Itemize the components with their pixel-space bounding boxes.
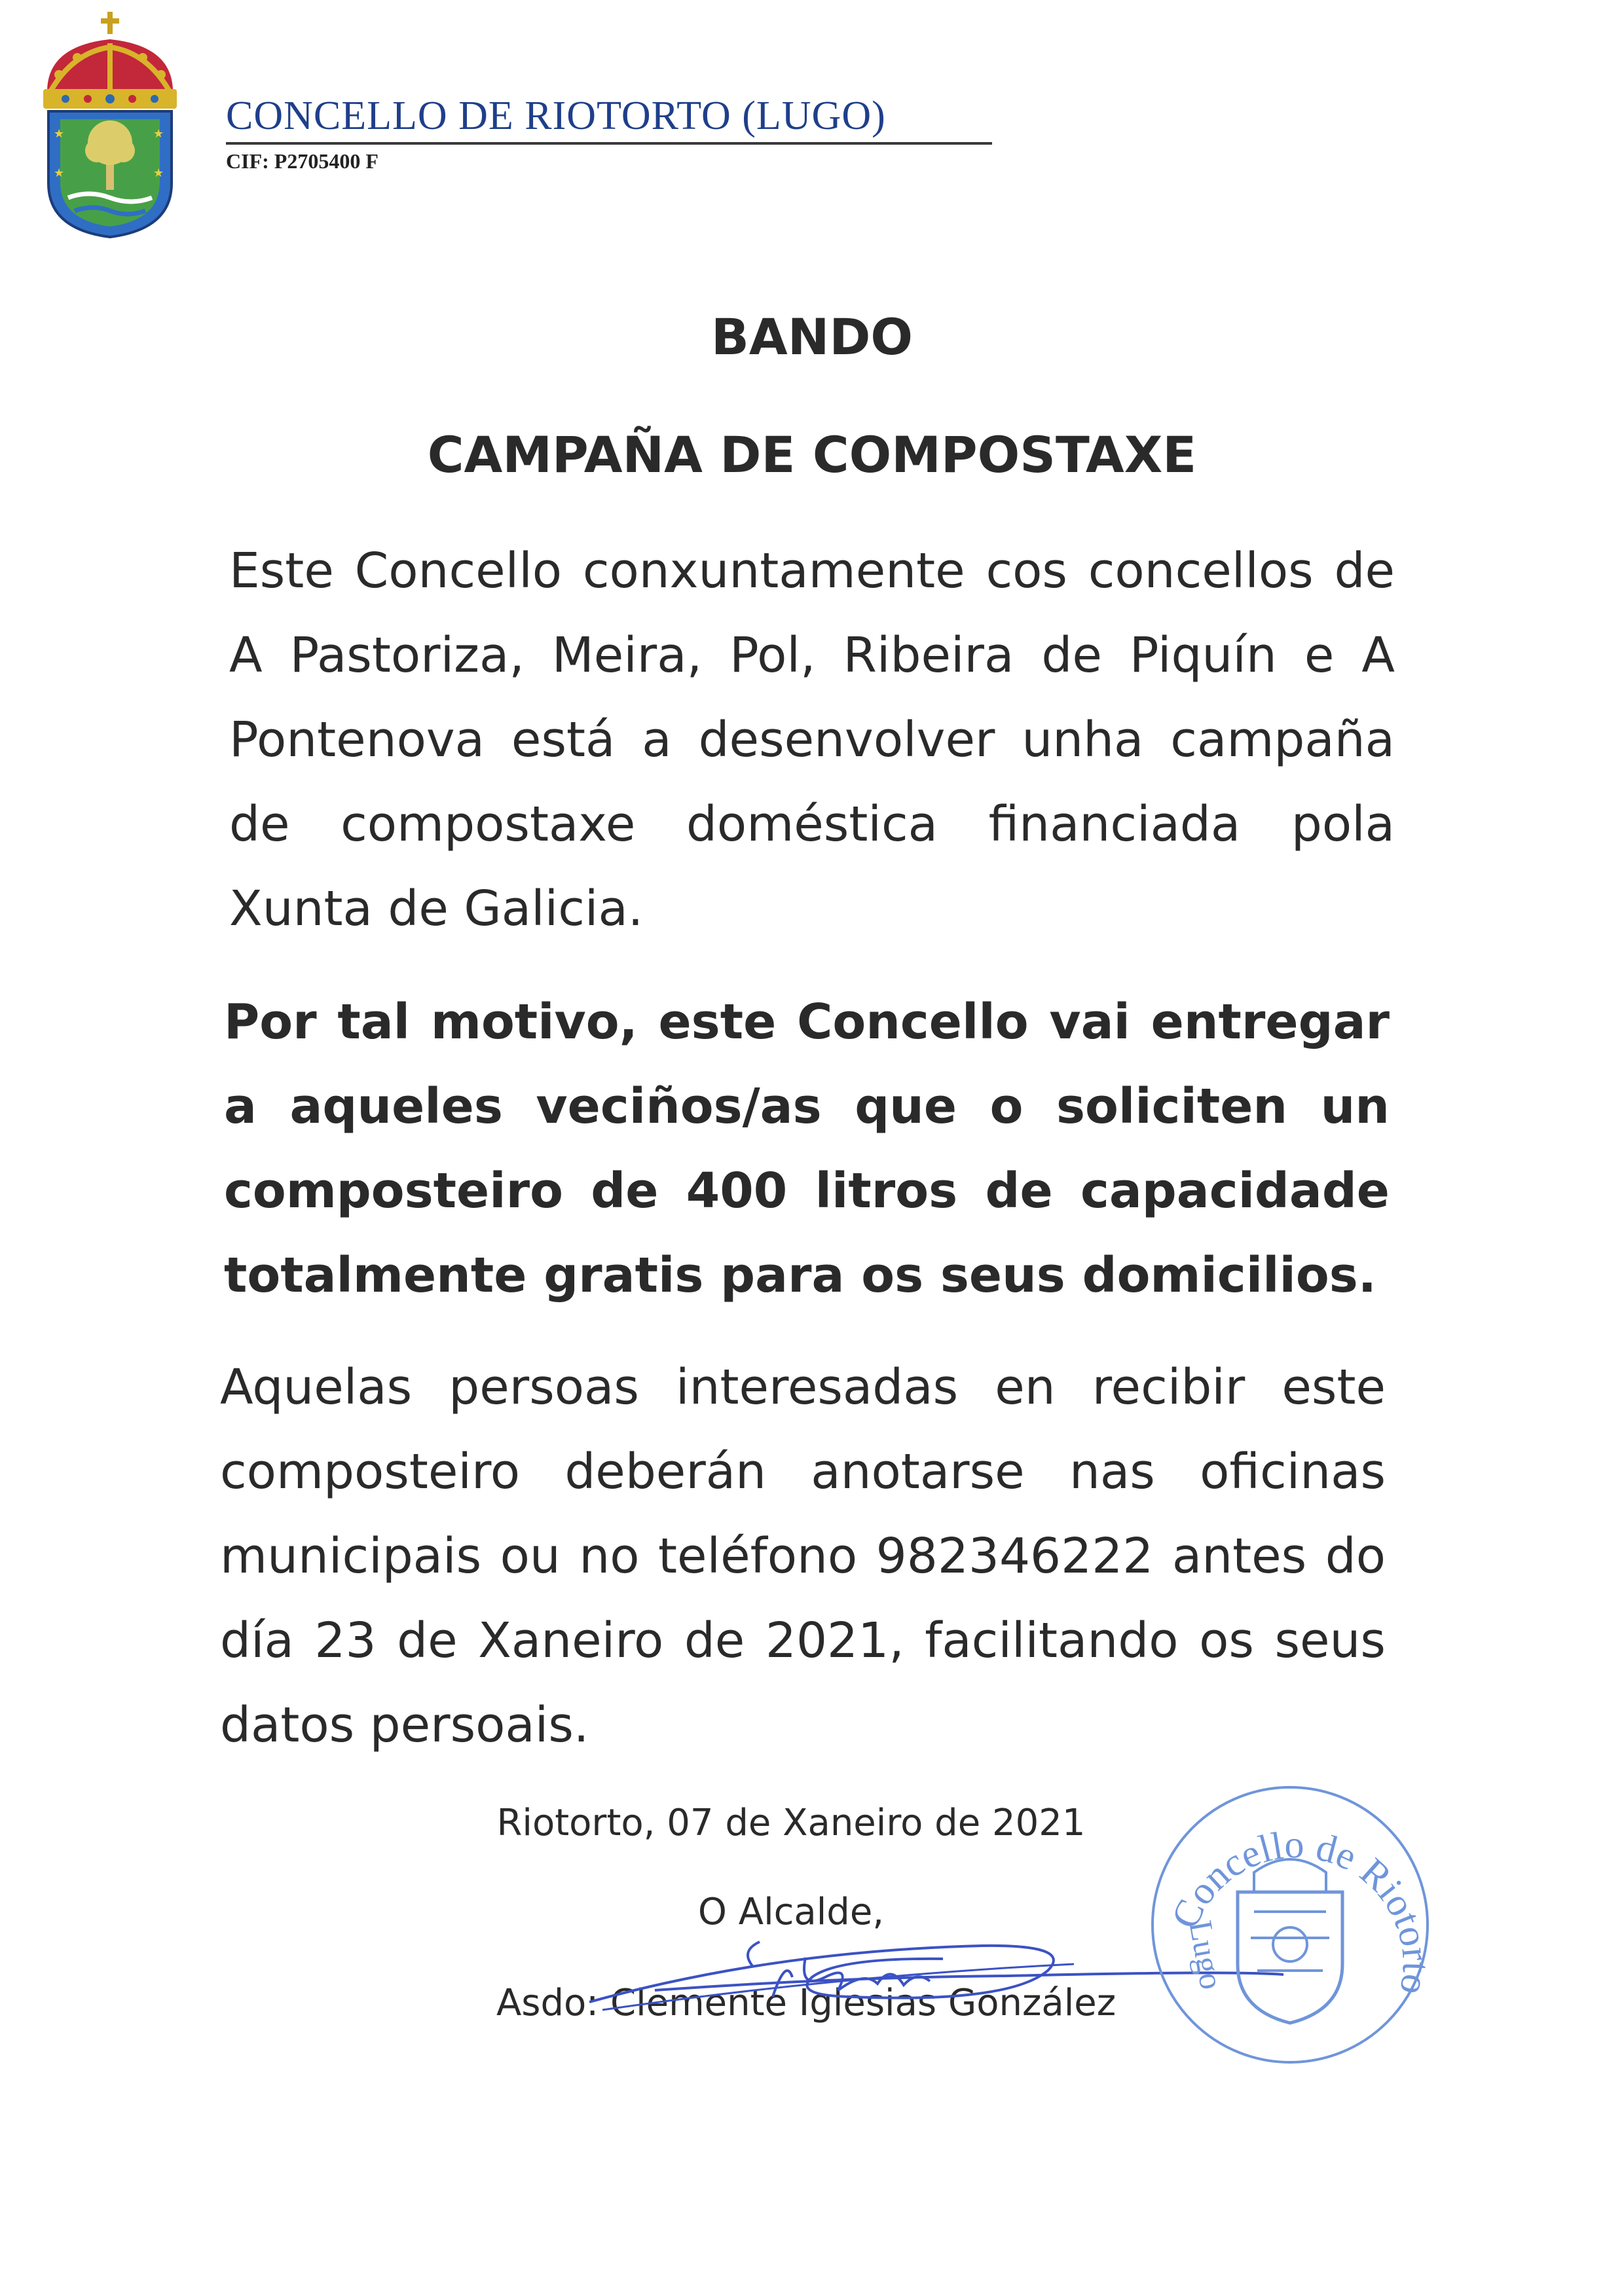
document-title: BANDO xyxy=(710,308,913,366)
official-stamp xyxy=(1139,1774,1441,2075)
paragraph-announcement: Por tal motivo, este Concello vai entregar a aqueles veciños/as que o soliciten un composteiro de 400 litros de capacidade totalmente gratis para os seus domicilios. xyxy=(224,994,1390,1303)
svg-text:Concello de Riotorto: Concello de Riotorto xyxy=(1162,1822,1438,1998)
place-date: Riotorto, 07 de Xaneiro de 2021 xyxy=(496,1802,1086,1844)
svg-text:★: ★ xyxy=(153,166,164,180)
organization-cif: CIF: P2705400 F xyxy=(226,149,378,173)
paragraph-instructions: Aquelas persoas interesadas en recibir este composteiro deberán anotarse nas oficinas municipais ou no teléfono 982346222 antes do día 23 de Xaneiro de 2021, facilitando os seus datos persoais. xyxy=(220,1359,1386,1753)
header-rule xyxy=(226,142,992,145)
svg-text:★: ★ xyxy=(153,127,164,141)
signer-name: Asdo: Clemente Iglesias González xyxy=(496,1982,1116,2024)
organization-name: CONCELLO DE RIOTORTO (LUGO) xyxy=(226,94,886,138)
paragraph-intro: Este Concello conxuntamente cos concellos de A Pastoriza, Meira, Pol, Ribeira de Piquín e A Pontenova está a desenvolver unha campaña de compostaxe doméstica financiada pola Xunta de Galicia. xyxy=(229,543,1395,937)
svg-text:★: ★ xyxy=(54,127,65,141)
coat-of-arms-icon xyxy=(34,7,186,241)
svg-text:Lugo: Lugo xyxy=(1182,1918,1230,1992)
svg-text:★: ★ xyxy=(54,166,65,180)
signer-role: O Alcalde, xyxy=(697,1891,885,1933)
document-subtitle: CAMPAÑA DE COMPOSTAXE xyxy=(427,426,1197,484)
